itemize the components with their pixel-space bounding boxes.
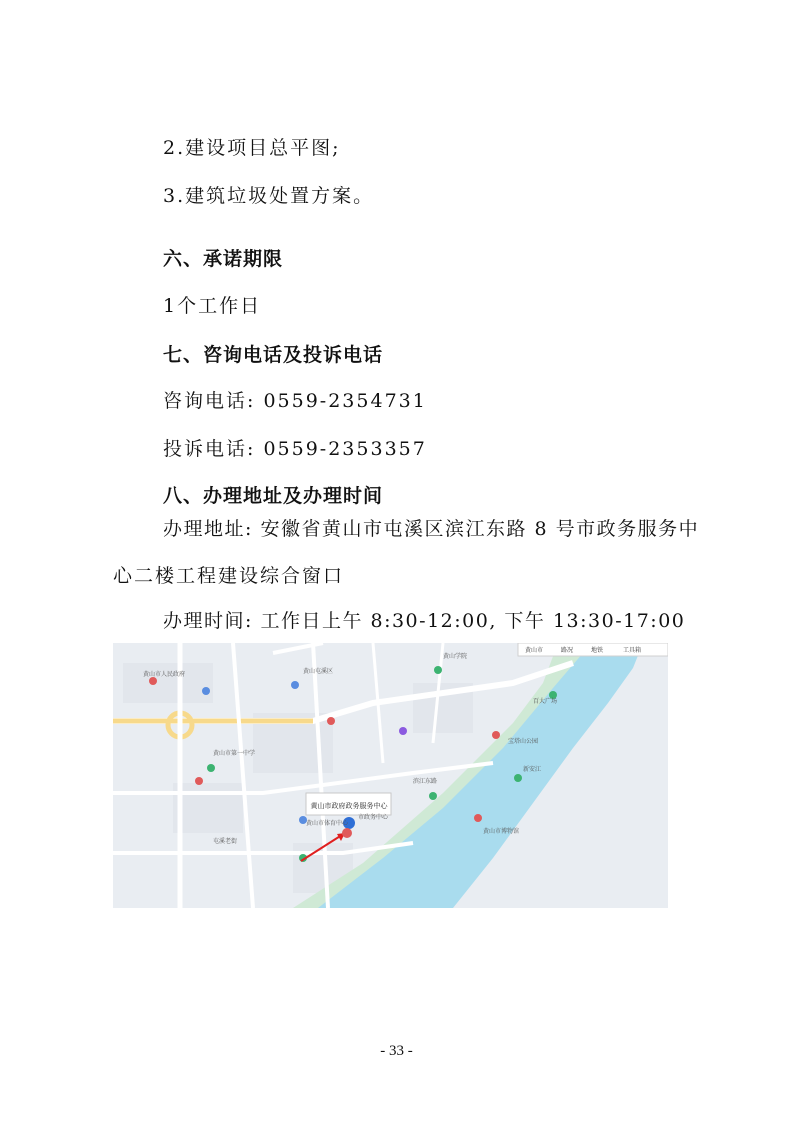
map-label: 市政务中心 xyxy=(358,814,389,821)
map-label: 滨江东路 xyxy=(413,778,438,785)
map-callout: 黄山市政府政务服务中心 xyxy=(310,802,388,810)
heading-8: 八、办理地址及办理时间 xyxy=(163,485,384,507)
consult-phone: 咨询电话: 0559-2354731 xyxy=(163,390,427,412)
map-label: 黄山市人民政府 xyxy=(143,671,186,678)
map-label: 宝塔山公园 xyxy=(508,738,539,745)
map-label: 黄山市博物馆 xyxy=(483,828,520,835)
map-label: 新安江 xyxy=(523,766,542,773)
complaint-phone: 投诉电话: 0559-2353357 xyxy=(163,438,427,460)
page-number: - 33 - xyxy=(380,1043,413,1059)
map-label: 百大广场 xyxy=(533,698,558,705)
toolbar-traffic[interactable]: 路况 xyxy=(561,647,574,654)
map-label: 黄山市第一中学 xyxy=(213,750,256,757)
office-hours: 办理时间: 工作日上午 8:30-12:00, 下午 13:30-17:00 xyxy=(163,610,686,632)
map-label: 黄山市体育中心 xyxy=(306,820,349,827)
map-label: 屯溪老街 xyxy=(213,838,238,845)
heading-7: 七、咨询电话及投诉电话 xyxy=(163,344,384,366)
toolbar-city[interactable]: 黄山市 xyxy=(525,647,544,654)
map-label: 黄山学院 xyxy=(443,653,468,660)
map-label: 黄山屯溪区 xyxy=(303,668,334,675)
address-line-2: 心二楼工程建设综合窗口 xyxy=(113,565,345,587)
toolbar-tools[interactable]: 工具箱 xyxy=(623,647,642,654)
address-line-1: 办理地址: 安徽省黄山市屯溪区滨江东路 8 号市政务服务中 xyxy=(163,518,700,540)
deadline-text: 1个工作日 xyxy=(163,295,262,317)
map-canvas xyxy=(113,643,668,908)
list-item-3: 3.建筑垃圾处置方案。 xyxy=(163,185,375,207)
list-item-2: 2.建设项目总平图; xyxy=(163,137,341,159)
heading-6: 六、承诺期限 xyxy=(163,248,284,270)
location-map[interactable] xyxy=(113,643,668,908)
toolbar-subway[interactable]: 地铁 xyxy=(591,647,604,654)
